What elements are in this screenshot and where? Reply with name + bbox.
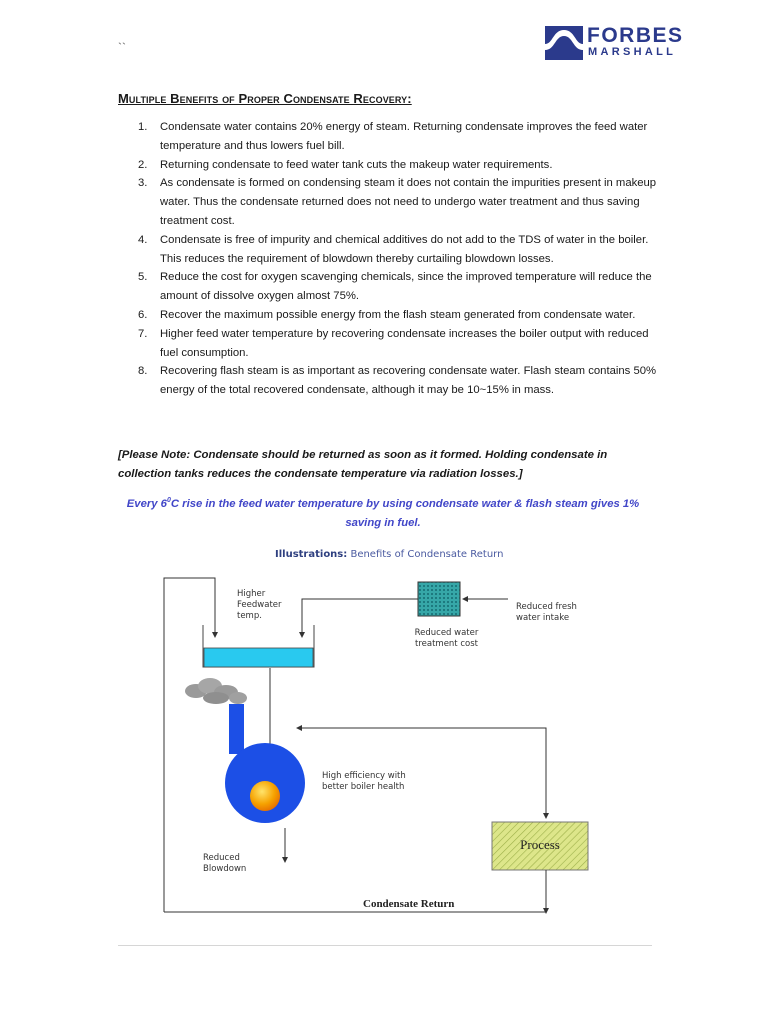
logo-emblem-icon: [545, 26, 583, 60]
item-text: Recover the maximum possible energy from the flash steam generated from condensate water.: [160, 308, 636, 321]
item-text: As condensate is formed on condensing steam it does not contain the impurities present in makeup water. Thus the condensate returned does not need to undergo water treatment and thus saving treatment cost.: [160, 177, 657, 227]
condensate-return-label: Condensate Return: [363, 898, 455, 910]
condensate-return-line: [164, 870, 546, 912]
illustration-title-bold: Illustrations:: [275, 549, 348, 560]
item-text: Returning condensate to feed water tank cuts the makeup water requirements.: [160, 158, 553, 171]
water-treatment-unit: [418, 582, 460, 616]
chimney: [229, 704, 244, 754]
process-label: Process: [520, 837, 560, 852]
item-text: Condensate water contains 20% energy of steam. Returning condensate improves the feed water temperature and thus lowers fuel bill.: [160, 121, 648, 152]
list-item: [118, 118, 658, 156]
list-item: [118, 174, 658, 230]
label-higher-feedwater: Higher Feedwater temp.: [237, 589, 282, 621]
please-note: [Please Note: Condensate should be returned as soon as it formed. Holding condensate in collection tanks reduces the condensate temperature via radiation losses.]: [118, 449, 608, 480]
highlight-before: Every 6: [126, 498, 167, 510]
page-title: Multiple Benefits of Proper Condensate Recovery:: [118, 91, 412, 106]
condensate-return-illustration: [150, 540, 610, 925]
logo-line2: MARSHALL: [588, 46, 677, 58]
list-item: [118, 156, 658, 175]
logo-line1: FORBES: [587, 24, 684, 47]
illustration-title-rest: Benefits of Condensate Return: [350, 549, 504, 560]
item-number: 6.: [138, 308, 148, 321]
list-item: [118, 306, 658, 325]
feedwater-supply-line: [302, 599, 418, 637]
feedwater-tank: [204, 648, 313, 667]
item-text: Recovering flash steam is as important as recovering condensate water. Flash steam contains 50% energy of the total recovered condensate, although it may be 10~15% in mass.: [160, 365, 657, 397]
list-item: [118, 362, 658, 400]
item-number: 8.: [138, 365, 148, 378]
item-text: Higher feed water temperature by recovering condensate increases the boiler output with reduced fuel consumption.: [160, 327, 649, 359]
item-text: Condensate is free of impurity and chemical additives do not add to the TDS of water in the boiler. This reduces the requirement of blowdown thereby curtailing blowdown losses.: [160, 233, 649, 265]
label-reduced-treatment: Reduced water treatment cost: [414, 628, 479, 649]
label-high-efficiency: High efficiency with better boiler health: [322, 771, 406, 792]
item-number: 2.: [138, 158, 148, 171]
list-item: [118, 268, 658, 306]
smoke-cloud: [185, 678, 247, 704]
forbes-marshall-logo: [545, 26, 685, 60]
fuel-saving-highlight: [118, 495, 648, 533]
item-text: Reduce the cost for oxygen scavenging chemicals, since the improved temperature will reduce the amount of dissolve oxygen almost 75%.: [160, 271, 652, 303]
list-item: [118, 231, 658, 269]
item-number: 7.: [138, 327, 148, 340]
label-reduced-blowdown: Reduced Blowdown: [203, 853, 247, 874]
benefits-list: [118, 118, 658, 400]
boiler-flame: [250, 781, 280, 811]
highlight-after: C rise in the feed water temperature by using condensate water & flash steam gives 1% saving in fuel.: [170, 498, 640, 529]
item-number: 1.: [138, 121, 148, 133]
item-number: 4.: [138, 233, 148, 246]
label-reduced-fresh-water: Reduced fresh water intake: [516, 602, 577, 623]
item-number: 5.: [138, 271, 148, 284]
highlight-superscript: 0: [166, 497, 171, 505]
item-number: 3.: [138, 177, 148, 190]
footer-divider: [118, 945, 652, 946]
list-item: [118, 325, 658, 363]
header-mark: ``: [118, 40, 126, 54]
